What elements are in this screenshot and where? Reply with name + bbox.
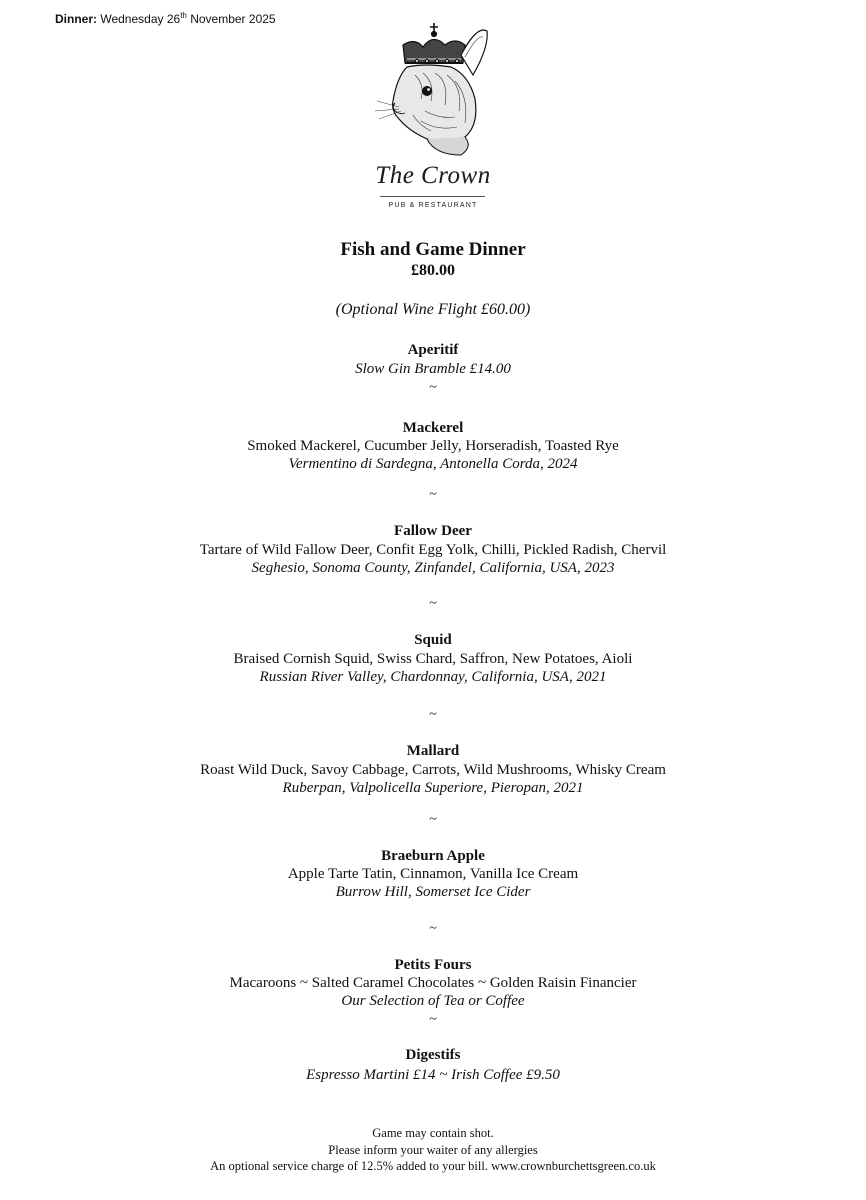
- course-wine: Our Selection of Tea or Coffee: [341, 993, 525, 1009]
- date-pre: Wednesday 26: [100, 12, 181, 26]
- course-name: Mallard: [406, 743, 460, 759]
- course-name: Braeburn Apple: [381, 848, 485, 864]
- footer-service-note: An optional service charge of 12.5% added to your bill. www.crownburchettsgreen.co.uk: [210, 1159, 656, 1173]
- course-dish: Tartare of Wild Fallow Deer, Confit Egg Yolk, Chilli, Pickled Radish, Chervil: [199, 542, 667, 558]
- course-wine: Ruberpan, Valpolicella Superiore, Pieropan, 2021: [282, 780, 584, 796]
- dinner-date-line: [55, 12, 276, 26]
- course-dish: Apple Tarte Tatin, Cinnamon, Vanilla Ice Cream: [287, 866, 579, 882]
- aperitif-drink: Slow Gin Bramble £14.00: [355, 361, 511, 377]
- course-dish: Roast Wild Duck, Savoy Cabbage, Carrots, Wild Mushrooms, Whisky Cream: [200, 762, 666, 778]
- brand-name: The Crown: [375, 162, 491, 189]
- course-name: Fallow Deer: [394, 523, 472, 539]
- separator: ~: [429, 1012, 437, 1027]
- dinner-label: Dinner:: [55, 12, 97, 26]
- date-suffix: th: [180, 11, 187, 20]
- course-wine: Russian River Valley, Chardonnay, California, USA, 2021: [259, 669, 607, 685]
- date-post: November 2025: [190, 12, 276, 26]
- brand-divider: [380, 196, 485, 197]
- separator: ~: [429, 921, 437, 936]
- separator: ~: [429, 380, 437, 395]
- course-dish: Braised Cornish Squid, Swiss Chard, Saffron, New Potatoes, Aioli: [233, 651, 633, 667]
- aperitif-heading: Aperitif: [407, 342, 459, 358]
- footer-game-note: Game may contain shot.: [372, 1126, 494, 1140]
- course-wine: Vermentino di Sardegna, Antonella Corda, 2024: [288, 456, 578, 472]
- course-dish: Macaroons ~ Salted Caramel Chocolates ~ Golden Raisin Financier: [229, 975, 637, 991]
- separator: ~: [429, 487, 437, 502]
- course-wine: Burrow Hill, Somerset Ice Cider: [335, 884, 531, 900]
- menu-title: Fish and Game Dinner: [340, 239, 526, 260]
- separator: ~: [429, 812, 437, 827]
- digestifs-drinks: Espresso Martini £14 ~ Irish Coffee £9.50: [306, 1067, 560, 1083]
- digestifs-heading: Digestifs: [405, 1047, 461, 1063]
- course-name: Mackerel: [402, 420, 464, 436]
- course-wine: Seghesio, Sonoma County, Zinfandel, California, USA, 2023: [251, 560, 615, 576]
- separator: ~: [429, 596, 437, 611]
- brand-subtitle: PUB & RESTAURANT: [388, 202, 478, 209]
- course-dish: Smoked Mackerel, Cucumber Jelly, Horseradish, Toasted Rye: [247, 438, 619, 454]
- menu-price: £80.00: [411, 262, 455, 279]
- course-name: Squid: [414, 632, 452, 648]
- separator: ~: [429, 707, 437, 722]
- wine-flight-option: (Optional Wine Flight £60.00): [335, 301, 531, 318]
- footer-allergy-note: Please inform your waiter of any allergies: [328, 1143, 538, 1157]
- course-name: Petits Fours: [394, 957, 472, 973]
